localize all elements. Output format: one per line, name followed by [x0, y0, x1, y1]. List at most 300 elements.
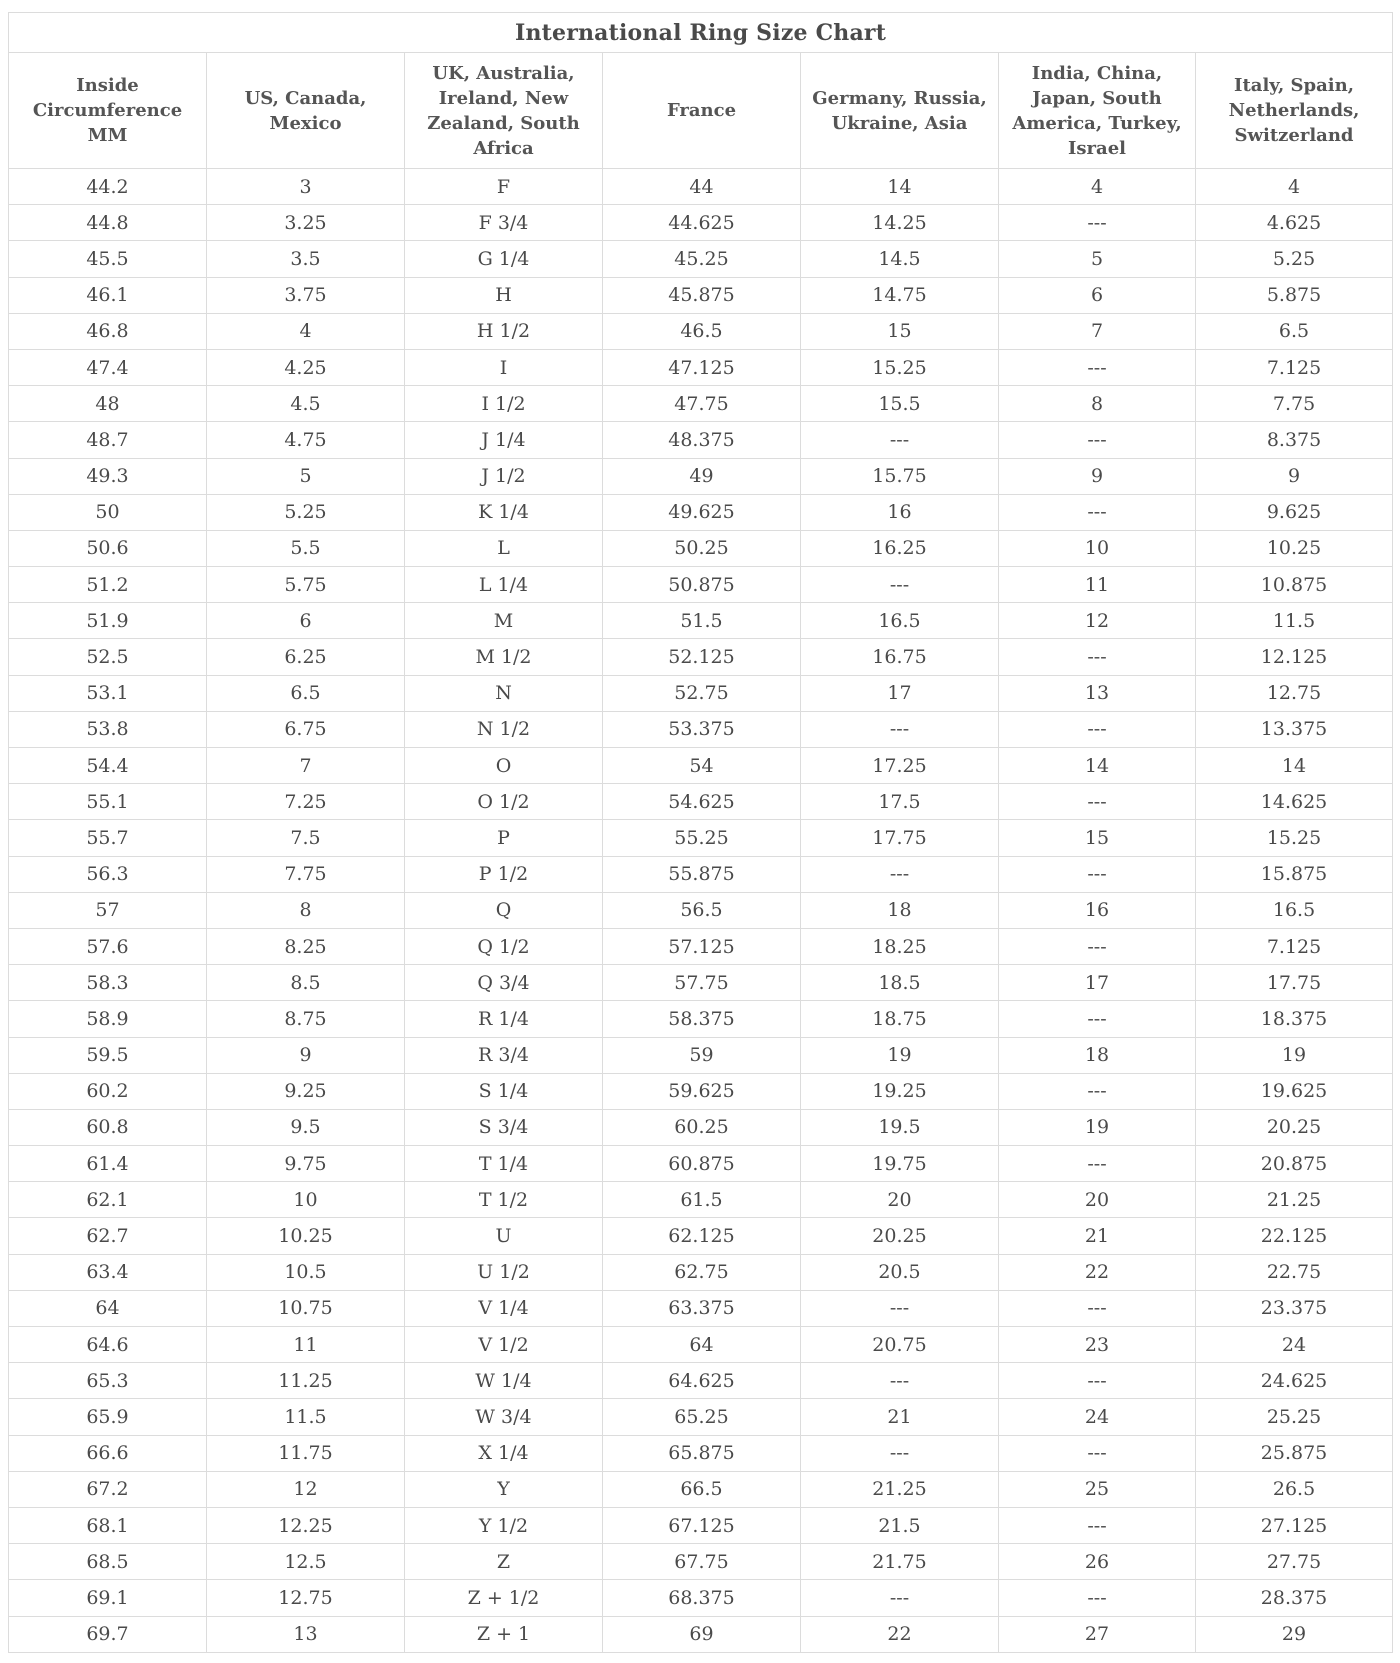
italy-size-cell: 4	[1196, 169, 1393, 205]
us-size-cell: 5.75	[207, 567, 405, 603]
italy-size-cell: 5.25	[1196, 241, 1393, 277]
us-size-cell: 8	[207, 892, 405, 928]
france-size-cell: 53.375	[603, 711, 801, 747]
circumference-mm-cell: 60.8	[9, 1109, 207, 1145]
france-size-cell: 50.875	[603, 567, 801, 603]
uk-size-cell: V 1/2	[405, 1327, 603, 1363]
circumference-mm-cell: 68.5	[9, 1544, 207, 1580]
uk-size-cell: P 1/2	[405, 856, 603, 892]
france-size-cell: 47.75	[603, 386, 801, 422]
india-size-cell: 19	[999, 1109, 1196, 1145]
uk-size-cell: U	[405, 1218, 603, 1254]
france-size-cell: 67.75	[603, 1544, 801, 1580]
circumference-mm-cell: 63.4	[9, 1254, 207, 1290]
germany-size-cell: 19.25	[801, 1073, 999, 1109]
us-size-cell: 9.5	[207, 1109, 405, 1145]
us-size-cell: 4	[207, 313, 405, 349]
germany-size-cell: ---	[801, 1435, 999, 1471]
germany-size-cell: 18.75	[801, 1001, 999, 1037]
germany-size-cell: ---	[801, 1580, 999, 1616]
germany-size-cell: 14.5	[801, 241, 999, 277]
india-size-cell: ---	[999, 1507, 1196, 1543]
italy-size-cell: 24	[1196, 1327, 1393, 1363]
france-size-cell: 49	[603, 458, 801, 494]
circumference-mm-cell: 66.6	[9, 1435, 207, 1471]
us-size-cell: 6.5	[207, 675, 405, 711]
table-row	[9, 241, 1393, 277]
table-row	[9, 1435, 1393, 1471]
italy-size-cell: 19	[1196, 1037, 1393, 1073]
uk-size-cell: P	[405, 820, 603, 856]
italy-size-cell: 29	[1196, 1616, 1393, 1652]
germany-size-cell: 20.25	[801, 1218, 999, 1254]
circumference-mm-cell: 58.9	[9, 1001, 207, 1037]
india-size-cell: 12	[999, 603, 1196, 639]
uk-size-cell: N	[405, 675, 603, 711]
circumference-mm-cell: 46.1	[9, 277, 207, 313]
circumference-mm-cell: 61.4	[9, 1146, 207, 1182]
uk-size-cell: L	[405, 530, 603, 566]
italy-size-cell: 27.75	[1196, 1544, 1393, 1580]
india-size-cell: 13	[999, 675, 1196, 711]
india-size-cell: ---	[999, 1290, 1196, 1326]
uk-size-cell: N 1/2	[405, 711, 603, 747]
us-size-cell: 9.75	[207, 1146, 405, 1182]
circumference-mm-cell: 64.6	[9, 1327, 207, 1363]
circumference-mm-cell: 55.1	[9, 784, 207, 820]
table-row	[9, 1109, 1393, 1145]
india-size-cell: 4	[999, 169, 1196, 205]
italy-size-cell: 8.375	[1196, 422, 1393, 458]
france-size-cell: 52.75	[603, 675, 801, 711]
uk-size-cell: W 3/4	[405, 1399, 603, 1435]
circumference-mm-cell: 64	[9, 1290, 207, 1326]
circumference-mm-cell: 57	[9, 892, 207, 928]
india-size-cell: 18	[999, 1037, 1196, 1073]
circumference-mm-cell: 51.2	[9, 567, 207, 603]
header-row	[9, 53, 1393, 169]
column-header-us-canada-mexico: US, Canada, Mexico	[207, 53, 405, 169]
germany-size-cell: 21.25	[801, 1471, 999, 1507]
italy-size-cell: 15.25	[1196, 820, 1393, 856]
us-size-cell: 9.25	[207, 1073, 405, 1109]
table-row	[9, 1507, 1393, 1543]
italy-size-cell: 6.5	[1196, 313, 1393, 349]
india-size-cell: ---	[999, 639, 1196, 675]
uk-size-cell: H 1/2	[405, 313, 603, 349]
table-row	[9, 494, 1393, 530]
france-size-cell: 55.875	[603, 856, 801, 892]
france-size-cell: 50.25	[603, 530, 801, 566]
germany-size-cell: 15.5	[801, 386, 999, 422]
italy-size-cell: 23.375	[1196, 1290, 1393, 1326]
india-size-cell: 5	[999, 241, 1196, 277]
france-size-cell: 58.375	[603, 1001, 801, 1037]
france-size-cell: 44.625	[603, 205, 801, 241]
italy-size-cell: 24.625	[1196, 1363, 1393, 1399]
circumference-mm-cell: 53.1	[9, 675, 207, 711]
india-size-cell: 22	[999, 1254, 1196, 1290]
us-size-cell: 12.75	[207, 1580, 405, 1616]
france-size-cell: 61.5	[603, 1182, 801, 1218]
germany-size-cell: 18.25	[801, 928, 999, 964]
italy-size-cell: 27.125	[1196, 1507, 1393, 1543]
circumference-mm-cell: 59.5	[9, 1037, 207, 1073]
circumference-mm-cell: 47.4	[9, 349, 207, 385]
italy-size-cell: 26.5	[1196, 1471, 1393, 1507]
uk-size-cell: F 3/4	[405, 205, 603, 241]
table-row	[9, 277, 1393, 313]
india-size-cell: 11	[999, 567, 1196, 603]
circumference-mm-cell: 54.4	[9, 748, 207, 784]
india-size-cell: ---	[999, 784, 1196, 820]
circumference-mm-cell: 50	[9, 494, 207, 530]
circumference-mm-cell: 48	[9, 386, 207, 422]
italy-size-cell: 18.375	[1196, 1001, 1393, 1037]
table-row	[9, 1471, 1393, 1507]
uk-size-cell: M 1/2	[405, 639, 603, 675]
circumference-mm-cell: 46.8	[9, 313, 207, 349]
france-size-cell: 45.25	[603, 241, 801, 277]
table-row	[9, 1254, 1393, 1290]
india-size-cell: ---	[999, 1073, 1196, 1109]
germany-size-cell: 16.25	[801, 530, 999, 566]
germany-size-cell: 17.25	[801, 748, 999, 784]
table-row	[9, 711, 1393, 747]
italy-size-cell: 15.875	[1196, 856, 1393, 892]
uk-size-cell: G 1/4	[405, 241, 603, 277]
germany-size-cell: 20.75	[801, 1327, 999, 1363]
uk-size-cell: W 1/4	[405, 1363, 603, 1399]
circumference-mm-cell: 55.7	[9, 820, 207, 856]
germany-size-cell: 19.75	[801, 1146, 999, 1182]
india-size-cell: ---	[999, 1580, 1196, 1616]
table-row	[9, 386, 1393, 422]
germany-size-cell: ---	[801, 567, 999, 603]
uk-size-cell: M	[405, 603, 603, 639]
france-size-cell: 65.25	[603, 1399, 801, 1435]
us-size-cell: 13	[207, 1616, 405, 1652]
germany-size-cell: 15.25	[801, 349, 999, 385]
germany-size-cell: 22	[801, 1616, 999, 1652]
france-size-cell: 54.625	[603, 784, 801, 820]
germany-size-cell: ---	[801, 711, 999, 747]
germany-size-cell: 15.75	[801, 458, 999, 494]
us-size-cell: 8.25	[207, 928, 405, 964]
germany-size-cell: 16.75	[801, 639, 999, 675]
us-size-cell: 7	[207, 748, 405, 784]
table-row	[9, 1399, 1393, 1435]
table-row	[9, 349, 1393, 385]
india-size-cell: 6	[999, 277, 1196, 313]
circumference-mm-cell: 44.2	[9, 169, 207, 205]
italy-size-cell: 22.125	[1196, 1218, 1393, 1254]
germany-size-cell: 20	[801, 1182, 999, 1218]
germany-size-cell: ---	[801, 856, 999, 892]
italy-size-cell: 25.875	[1196, 1435, 1393, 1471]
italy-size-cell: 22.75	[1196, 1254, 1393, 1290]
us-size-cell: 11.5	[207, 1399, 405, 1435]
ring-size-table	[8, 12, 1393, 1653]
circumference-mm-cell: 68.1	[9, 1507, 207, 1543]
us-size-cell: 11.25	[207, 1363, 405, 1399]
uk-size-cell: J 1/2	[405, 458, 603, 494]
germany-size-cell: 20.5	[801, 1254, 999, 1290]
india-size-cell: 20	[999, 1182, 1196, 1218]
france-size-cell: 54	[603, 748, 801, 784]
uk-size-cell: L 1/4	[405, 567, 603, 603]
table-row	[9, 1073, 1393, 1109]
france-size-cell: 65.875	[603, 1435, 801, 1471]
us-size-cell: 7.75	[207, 856, 405, 892]
us-size-cell: 11	[207, 1327, 405, 1363]
table-row	[9, 1363, 1393, 1399]
table-row	[9, 313, 1393, 349]
us-size-cell: 8.5	[207, 965, 405, 1001]
table-row	[9, 1037, 1393, 1073]
table-row	[9, 422, 1393, 458]
table-row	[9, 820, 1393, 856]
uk-size-cell: Z + 1/2	[405, 1580, 603, 1616]
germany-size-cell: 14	[801, 169, 999, 205]
france-size-cell: 52.125	[603, 639, 801, 675]
france-size-cell: 68.375	[603, 1580, 801, 1616]
france-size-cell: 69	[603, 1616, 801, 1652]
france-size-cell: 60.875	[603, 1146, 801, 1182]
circumference-mm-cell: 65.3	[9, 1363, 207, 1399]
table-row	[9, 748, 1393, 784]
india-size-cell: 27	[999, 1616, 1196, 1652]
us-size-cell: 11.75	[207, 1435, 405, 1471]
column-header-india-china-japan: India, China, Japan, South America, Turkey, Israel	[999, 53, 1196, 169]
italy-size-cell: 5.875	[1196, 277, 1393, 313]
uk-size-cell: S 3/4	[405, 1109, 603, 1145]
germany-size-cell: 17	[801, 675, 999, 711]
germany-size-cell: 21	[801, 1399, 999, 1435]
france-size-cell: 45.875	[603, 277, 801, 313]
germany-size-cell: 14.75	[801, 277, 999, 313]
india-size-cell: 14	[999, 748, 1196, 784]
uk-size-cell: F	[405, 169, 603, 205]
table-row	[9, 567, 1393, 603]
uk-size-cell: O	[405, 748, 603, 784]
germany-size-cell: 14.25	[801, 205, 999, 241]
circumference-mm-cell: 62.7	[9, 1218, 207, 1254]
france-size-cell: 48.375	[603, 422, 801, 458]
circumference-mm-cell: 56.3	[9, 856, 207, 892]
france-size-cell: 67.125	[603, 1507, 801, 1543]
title-row	[9, 13, 1393, 53]
india-size-cell: 17	[999, 965, 1196, 1001]
india-size-cell: ---	[999, 494, 1196, 530]
uk-size-cell: X 1/4	[405, 1435, 603, 1471]
france-size-cell: 56.5	[603, 892, 801, 928]
us-size-cell: 9	[207, 1037, 405, 1073]
india-size-cell: ---	[999, 711, 1196, 747]
us-size-cell: 5	[207, 458, 405, 494]
italy-size-cell: 7.75	[1196, 386, 1393, 422]
us-size-cell: 12.25	[207, 1507, 405, 1543]
us-size-cell: 10.5	[207, 1254, 405, 1290]
india-size-cell: 24	[999, 1399, 1196, 1435]
us-size-cell: 10.75	[207, 1290, 405, 1326]
germany-size-cell: 21.5	[801, 1507, 999, 1543]
circumference-mm-cell: 45.5	[9, 241, 207, 277]
france-size-cell: 59	[603, 1037, 801, 1073]
france-size-cell: 51.5	[603, 603, 801, 639]
uk-size-cell: R 3/4	[405, 1037, 603, 1073]
table-row	[9, 784, 1393, 820]
table-row	[9, 1146, 1393, 1182]
france-size-cell: 63.375	[603, 1290, 801, 1326]
india-size-cell: ---	[999, 856, 1196, 892]
us-size-cell: 5.5	[207, 530, 405, 566]
uk-size-cell: V 1/4	[405, 1290, 603, 1326]
italy-size-cell: 9.625	[1196, 494, 1393, 530]
india-size-cell: ---	[999, 1435, 1196, 1471]
germany-size-cell: 17.5	[801, 784, 999, 820]
germany-size-cell: ---	[801, 1290, 999, 1326]
column-header-germany-russia: Germany, Russia, Ukraine, Asia	[801, 53, 999, 169]
uk-size-cell: T 1/2	[405, 1182, 603, 1218]
column-header-uk-australia: UK, Australia, Ireland, New Zealand, South Africa	[405, 53, 603, 169]
india-size-cell: 26	[999, 1544, 1196, 1580]
us-size-cell: 6	[207, 603, 405, 639]
india-size-cell: 9	[999, 458, 1196, 494]
germany-size-cell: 15	[801, 313, 999, 349]
us-size-cell: 10	[207, 1182, 405, 1218]
uk-size-cell: K 1/4	[405, 494, 603, 530]
table-row	[9, 856, 1393, 892]
germany-size-cell: 16.5	[801, 603, 999, 639]
uk-size-cell: T 1/4	[405, 1146, 603, 1182]
us-size-cell: 3.75	[207, 277, 405, 313]
italy-size-cell: 19.625	[1196, 1073, 1393, 1109]
italy-size-cell: 10.875	[1196, 567, 1393, 603]
table-row	[9, 675, 1393, 711]
uk-size-cell: I 1/2	[405, 386, 603, 422]
table-row	[9, 1544, 1393, 1580]
uk-size-cell: S 1/4	[405, 1073, 603, 1109]
india-size-cell: 7	[999, 313, 1196, 349]
us-size-cell: 5.25	[207, 494, 405, 530]
germany-size-cell: ---	[801, 422, 999, 458]
france-size-cell: 46.5	[603, 313, 801, 349]
table-row	[9, 928, 1393, 964]
circumference-mm-cell: 44.8	[9, 205, 207, 241]
france-size-cell: 62.125	[603, 1218, 801, 1254]
circumference-mm-cell: 65.9	[9, 1399, 207, 1435]
circumference-mm-cell: 62.1	[9, 1182, 207, 1218]
italy-size-cell: 4.625	[1196, 205, 1393, 241]
uk-size-cell: R 1/4	[405, 1001, 603, 1037]
france-size-cell: 44	[603, 169, 801, 205]
germany-size-cell: 18.5	[801, 965, 999, 1001]
circumference-mm-cell: 57.6	[9, 928, 207, 964]
italy-size-cell: 12.75	[1196, 675, 1393, 711]
italy-size-cell: 20.875	[1196, 1146, 1393, 1182]
us-size-cell: 4.25	[207, 349, 405, 385]
india-size-cell: ---	[999, 422, 1196, 458]
france-size-cell: 64.625	[603, 1363, 801, 1399]
india-size-cell: 8	[999, 386, 1196, 422]
circumference-mm-cell: 49.3	[9, 458, 207, 494]
circumference-mm-cell: 52.5	[9, 639, 207, 675]
table-row	[9, 1327, 1393, 1363]
uk-size-cell: Q	[405, 892, 603, 928]
india-size-cell: 23	[999, 1327, 1196, 1363]
germany-size-cell: 19	[801, 1037, 999, 1073]
germany-size-cell: 19.5	[801, 1109, 999, 1145]
us-size-cell: 4.5	[207, 386, 405, 422]
italy-size-cell: 10.25	[1196, 530, 1393, 566]
india-size-cell: ---	[999, 205, 1196, 241]
india-size-cell: ---	[999, 1001, 1196, 1037]
us-size-cell: 10.25	[207, 1218, 405, 1254]
uk-size-cell: Q 3/4	[405, 965, 603, 1001]
table-row	[9, 603, 1393, 639]
column-header-circumference-mm: Inside Circumference MM	[9, 53, 207, 169]
table-row	[9, 1580, 1393, 1616]
italy-size-cell: 21.25	[1196, 1182, 1393, 1218]
circumference-mm-cell: 51.9	[9, 603, 207, 639]
france-size-cell: 49.625	[603, 494, 801, 530]
circumference-mm-cell: 53.8	[9, 711, 207, 747]
india-size-cell: ---	[999, 349, 1196, 385]
us-size-cell: 3	[207, 169, 405, 205]
india-size-cell: 15	[999, 820, 1196, 856]
us-size-cell: 6.25	[207, 639, 405, 675]
uk-size-cell: Q 1/2	[405, 928, 603, 964]
table-row	[9, 1001, 1393, 1037]
us-size-cell: 7.25	[207, 784, 405, 820]
circumference-mm-cell: 50.6	[9, 530, 207, 566]
circumference-mm-cell: 69.7	[9, 1616, 207, 1652]
table-row	[9, 169, 1393, 205]
france-size-cell: 62.75	[603, 1254, 801, 1290]
india-size-cell: 10	[999, 530, 1196, 566]
italy-size-cell: 28.375	[1196, 1580, 1393, 1616]
india-size-cell: 21	[999, 1218, 1196, 1254]
column-header-france: France	[603, 53, 801, 169]
column-header-italy-spain: Italy, Spain, Netherlands, Switzerland	[1196, 53, 1393, 169]
italy-size-cell: 16.5	[1196, 892, 1393, 928]
germany-size-cell: 21.75	[801, 1544, 999, 1580]
france-size-cell: 55.25	[603, 820, 801, 856]
us-size-cell: 4.75	[207, 422, 405, 458]
us-size-cell: 8.75	[207, 1001, 405, 1037]
india-size-cell: ---	[999, 928, 1196, 964]
table-row	[9, 1616, 1393, 1652]
italy-size-cell: 7.125	[1196, 928, 1393, 964]
germany-size-cell: 17.75	[801, 820, 999, 856]
uk-size-cell: J 1/4	[405, 422, 603, 458]
table-row	[9, 458, 1393, 494]
france-size-cell: 64	[603, 1327, 801, 1363]
us-size-cell: 7.5	[207, 820, 405, 856]
uk-size-cell: U 1/2	[405, 1254, 603, 1290]
table-row	[9, 1218, 1393, 1254]
table-row	[9, 1182, 1393, 1218]
uk-size-cell: Z	[405, 1544, 603, 1580]
france-size-cell: 66.5	[603, 1471, 801, 1507]
italy-size-cell: 17.75	[1196, 965, 1393, 1001]
italy-size-cell: 7.125	[1196, 349, 1393, 385]
table-row	[9, 1290, 1393, 1326]
india-size-cell: ---	[999, 1363, 1196, 1399]
france-size-cell: 57.125	[603, 928, 801, 964]
table-body	[9, 169, 1393, 1653]
